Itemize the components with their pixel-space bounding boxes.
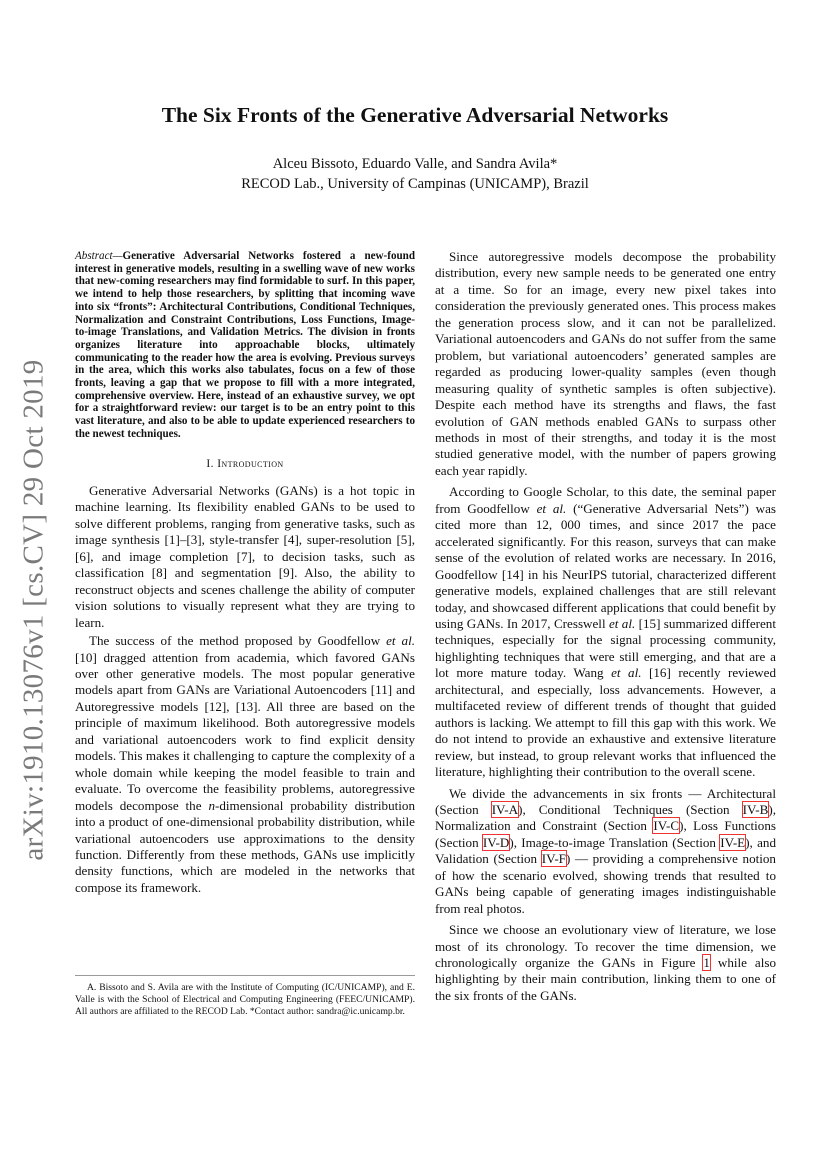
intro-paragraph-6: Since we choose an evolutionary view of literature, we lose most of its chronology. To recover the time dimension, we chronologically organize the GANs in Figure 1 while also highlighting by their main contribution, linking them to one of the six fronts of the GANs. [435, 922, 777, 1003]
intro-paragraph-4: According to Google Scholar, to this date, the seminal paper from Goodfellow et al. (“Generative Adversarial Nets”) was cited more than 12, 000 times, and since 2017 the pace accelerated significantly. For this reason, surveys that can make sense of the evolution of related works are necessary. In 2016, Goodfellow [14] in his NeurIPS tutorial, characterized different generative models, explained challenges that are still relevant today, and showcased different applications that could benefit by using GANs. In 2017, Cresswell et al. [15] summarized different techniques, especially for the signal processing community, highlighting techniques that were still emerging, and that are a lot more mature today. Wang et al. [16] recently reviewed architectural, and especially, loss advancements. However, a multifaceted review of different trends of thought that guided authors is lacking. We attempt to fill this gap with this work. We do not intend to provide an exhaustive and extensive literature review, but instead, to group relevant works that influenced the literature, highlighting their contribution to the overall scene. [435, 484, 777, 780]
intro-paragraph-1: Generative Adversarial Networks (GANs) is a hot topic in machine learning. Its flexibility enabled GANs to be used to solve different problems, ranging from generative tasks, such as image synthesis [1]–[3], style-transfer [4], super-resolution [5], [6], and image completion [7], to decision tasks, such as classification [8] and segmentation [9]. Also, the ability to reconstruct objects and scenes challenge the ability of computer vision solutions to visually represent what they are trying to learn. [75, 483, 415, 630]
intro-paragraph-3: Since autoregressive models decompose the probability distribution, every new sample needs to be generated one entry at a time. So for an image, every new pixel takes into consideration the previously generated ones. This process makes the generation process slow, and it can not be parallelized. Variational autoencoders and GANs do not suffer from the same problem, but variational autoencoders’ generated samples are regarded as producing lower-quality samples (even though measuring quality of synthetic samples is often subjective). Despite each method have its strengths and flaws, the fast evolution of GAN methods enabled GANs to surpass other methods in most of their strengths, and today it is the most studied generative model, with the number of papers growing each year rapidly. [435, 249, 776, 478]
arxiv-identifier: arXiv:1910.13076v1 [cs.CV] 29 Oct 2019 [17, 359, 50, 861]
section-title: Introduction [217, 457, 284, 470]
intro-paragraph-2: The success of the method proposed by Goodfellow et al. [10] dragged attention from academia, which favored GANs over other generative models. The most popular generative models apart from GANs are Variational Autoencoders [11] and Autoregressive models [12], [13]. All three are based on the principle of maximum likelihood. Both autoregressive models and variational autoencoders work to find explicit density models. This makes it challenging to capture the complexity of a whole domain while keeping the model feasible to train and evaluate. To overcome the feasibility problems, autoregressive models decompose the n-dimensional probability distribution into a product of one-dimensional probability distribution, while variational autoencoders use approximations to the density function. Differently from these methods, GANs use implicitly density functions, which are modeled in the networks that compose its framework. [75, 633, 415, 895]
author-names: Alceu Bissoto, Eduardo Valle, and Sandra Avila* [272, 156, 558, 172]
section-number: I. [206, 457, 214, 470]
abstract-text: Generative Adversarial Networks fostered a new-found interest in generative models, resulting in a swelling wave of new works that new-coming researchers may find formidable to surf. In this paper, we intend to help those researchers, by splitting that incoming wave into six “fronts”: Architectural Contributions, Conditional Techniques, Normalization and Constraint Contributions, Loss Functions, Image-to-image Translations, and Validation Metrics. The division in fronts organizes literature into approachable blocks, ultimately communicating to the reader how the area is evolving. Previous surveys in the area, which this works also tabulates, focus on a few of those fronts, leaving a gap that we propose to fill with a more integrated, comprehensive overview. Here, instead of an exhaustive survey, we opt for a straightforward review: our target is to be an entry point to this vast literature, and also to be able to update experienced researchers to the newest techniques. [75, 250, 415, 440]
section-link-iv-d[interactable]: IV-D [482, 834, 510, 850]
section-heading-introduction [75, 456, 415, 472]
author-block [75, 154, 755, 194]
intro-paragraph-5: We divide the advancements in six fronts — Architectural (Section IV-A), Conditional Techniques (Section IV-B), Normalization and Constraint (Section IV-C), Loss Functions (Section IV-D), Image-to-image Translation (Section IV-E), and Validation (Section IV-F) — providing a comprehensive notion of how the scenario evolved, showing trends that resulted to GANs being capable of generating images indistinguishable from real photos. [435, 785, 776, 916]
abstract-lead: Abstract— [75, 250, 123, 262]
footnote [75, 975, 415, 1017]
author-affiliation: RECOD Lab., University of Campinas (UNICAMP), Brazil [241, 176, 589, 192]
section-link-iv-c[interactable]: IV-C [653, 818, 680, 834]
left-column [75, 250, 415, 896]
abstract [75, 250, 415, 441]
section-link-iv-e[interactable]: IV-E [720, 834, 746, 850]
paper-title: The Six Fronts of the Generative Adversarial Networks [161, 103, 669, 127]
section-link-iv-b[interactable]: IV-B [742, 801, 769, 817]
section-link-iv-a[interactable]: IV-A [491, 801, 519, 817]
arxiv-side-stamp [14, 360, 54, 860]
footnote-text: A. Bissoto and S. Avila are with the Institute of Computing (IC/UNICAMP), and E. Valle is with the School of Electrical and Computing Engineering (FEEC/UNICAMP). All authors are affiliated to the RECOD Lab. *Contact author: sandra@ic.unicamp.br. [75, 982, 415, 1017]
figure-link-1[interactable]: 1 [703, 955, 710, 971]
right-column [435, 249, 776, 1004]
section-link-iv-f[interactable]: IV-F [541, 851, 566, 867]
